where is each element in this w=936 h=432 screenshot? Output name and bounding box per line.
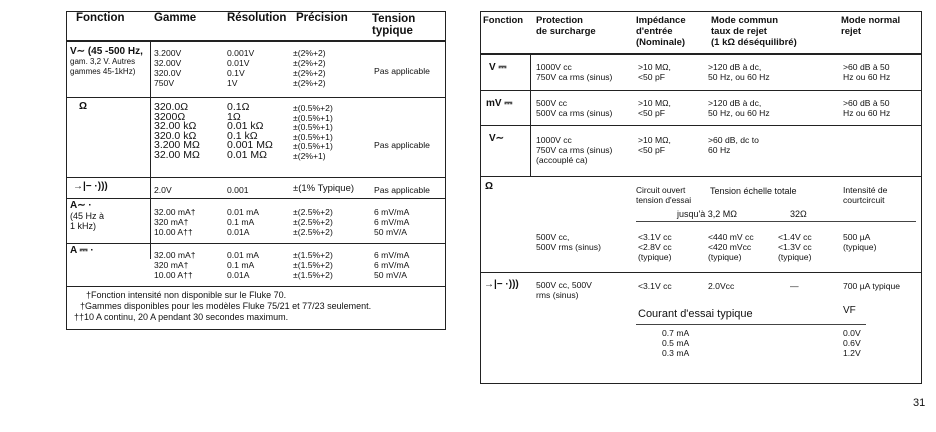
- row-adc-tension: 6 mV/mA 6 mV/mA 50 mV/A: [374, 250, 410, 280]
- row-adc-fonction: A ⎓ ·: [70, 245, 94, 256]
- diode-tension: 2.0Vcc: [708, 281, 735, 291]
- row-diode-tension: Pas applicable: [374, 185, 430, 195]
- row-vac-r-protection: 1000V cc 750V ca rms (sinus) (accouplé ca): [536, 135, 613, 165]
- diode-intensite: 700 µA typique: [843, 281, 901, 291]
- row-aac-fonction: A∼ · (45 Hz à 1 kHz): [70, 200, 105, 231]
- ohm-protection: 500V cc, 500V rms (sinus): [536, 232, 601, 252]
- col-header-resolution: Résolution: [227, 12, 287, 24]
- ohm-32: <1.4V cc <1.3V cc (typique): [778, 232, 812, 262]
- col-header-precision: Précision: [296, 12, 348, 24]
- row-vac-resolution: 0.001V 0.01V 0.1V 1V: [227, 48, 255, 88]
- row-vac-fonction: V∼ (45 -500 Hz, gam. 3,2 V. Autres gammes 45-1kHz): [70, 46, 143, 76]
- ohm-sub-32: 32Ω: [790, 209, 807, 219]
- row-ohm-precision: ±(0.5%+2) ±(0.5%+1) ±(0.5%+1) ±(0.5%+1) ±(0.5%+1) ±(2%+1): [293, 103, 333, 161]
- diode-icon: →|− ·))): [73, 181, 108, 192]
- row-vac-r-impedance: >10 MΩ, <50 pF: [638, 135, 671, 155]
- diode-circuit: <3.1V cc: [638, 281, 672, 291]
- row-adc-precision: ±(1.5%+2) ±(1.5%+2) ±(1.5%+2): [293, 250, 333, 280]
- page-number: 31: [913, 397, 926, 409]
- row-vac-r-fonction: V∼: [489, 133, 505, 144]
- ohm-intensite: 500 µA (typique): [843, 232, 877, 252]
- row-mvdc-mode-normal: >60 dB à 50 Hz ou 60 Hz: [843, 98, 891, 118]
- row-adc-gamme: 32.00 mA† 320 mA† 10.00 A††: [154, 250, 196, 280]
- ohm-circuit: <3.1V cc <2.8V cc (typique): [638, 232, 672, 262]
- ohm-sub-tension: Tension échelle totale: [710, 186, 797, 196]
- col-header-r-fonction: Fonction: [483, 15, 524, 26]
- diode-courants: 0.7 mA 0.5 mA 0.3 mA: [662, 328, 690, 358]
- row-ohm-fonction: Ω: [79, 101, 88, 112]
- row-vdc-impedance: >10 MΩ, <50 pF: [638, 62, 671, 82]
- row-diode-resolution: 0.001: [227, 185, 249, 195]
- diode-dash: —: [790, 281, 799, 291]
- ohm-jusqua: <440 mV cc <420 mVcc (typique): [708, 232, 754, 262]
- diode-vf: 0.0V 0.6V 1.2V: [843, 328, 861, 358]
- diode-vf-label: VF: [843, 305, 856, 316]
- diode-r-icon: →|− ·))): [484, 279, 519, 290]
- col-header-mode-commun: Mode commun taux de rejet (1 kΩ déséquilibré): [711, 15, 797, 48]
- ohm-sub-jusqua: jusqu'à 3,2 MΩ: [677, 209, 737, 219]
- row-vdc-mode-normal: >60 dB à 50 Hz ou 60 Hz: [843, 62, 891, 82]
- row-mvdc-fonction: mV ⎓: [486, 98, 513, 109]
- row-vac-precision: ±(2%+2) ±(2%+2) ±(2%+2) ±(2%+2): [293, 48, 326, 88]
- row-ohm-r-fonction: Ω: [485, 181, 494, 192]
- row-mvdc-mode-commun: >120 dB à dc, 50 Hz, ou 60 Hz: [708, 98, 770, 118]
- row-vac-gamme: 3.200V 32.00V 320.0V 750V: [154, 48, 182, 88]
- col-header-mode-normal: Mode normal rejet: [841, 15, 901, 37]
- row-vac-tension: Pas applicable: [374, 66, 430, 76]
- row-adc-resolution: 0.01 mA 0.1 mA 0.01A: [227, 250, 260, 280]
- ohm-sub-circuit: Circuit ouvert tension d'essai: [636, 185, 692, 205]
- footnotes: †Fonction intensité non disponible sur le Fluke 70. †Gammes disponibles pour les modèles Fluke 75/21 et 77/23 seulement. ††10 A continu, 20 A pendant 30 secondes maximum.: [74, 290, 372, 322]
- row-diode-gamme: 2.0V: [154, 185, 172, 195]
- row-vdc-mode-commun: >120 dB à dc, 50 Hz, ou 60 Hz: [708, 62, 770, 82]
- col-header-impedance: Impédance d'entrée (Nominale): [636, 15, 686, 48]
- row-aac-gamme: 32.00 mA† 320 mA† 10.00 A††: [154, 207, 196, 237]
- col-header-tension: Tension typique: [372, 13, 416, 37]
- col-header-protection: Protection de surcharge: [536, 15, 596, 37]
- row-mvdc-impedance: >10 MΩ, <50 pF: [638, 98, 671, 118]
- row-vdc-protection: 1000V cc 750V ca rms (sinus): [536, 62, 613, 82]
- ohm-sub-intensite: Intensité de courtcircuit: [843, 185, 888, 205]
- row-ohm-tension: Pas applicable: [374, 140, 430, 150]
- row-aac-precision: ±(2.5%+2) ±(2.5%+2) ±(2.5%+2): [293, 207, 333, 237]
- col-header-gamme: Gamme: [154, 12, 197, 24]
- col-header-fonction: Fonction: [76, 12, 125, 24]
- row-aac-tension: 6 mV/mA 6 mV/mA 50 mV/A: [374, 207, 410, 237]
- row-aac-resolution: 0.01 mA 0.1 mA 0.01A: [227, 207, 260, 237]
- row-vdc-fonction: V ⎓: [489, 62, 507, 73]
- diode-protection: 500V cc, 500V rms (sinus): [536, 280, 592, 300]
- row-ohm-gamme: 320.0Ω 3200Ω 32.00 kΩ 320.0 kΩ 3.200 MΩ 32.00 MΩ: [154, 101, 200, 161]
- row-vac-r-mode-commun: >60 dB, dc to 60 Hz: [708, 135, 759, 155]
- row-mvdc-protection: 500V cc 500V ca rms (sinus): [536, 98, 613, 118]
- row-ohm-resolution: 0.1Ω 1Ω 0.01 kΩ 0.1 kΩ 0.001 MΩ 0.01 MΩ: [227, 101, 273, 161]
- row-diode-precision: ±(1% Typique): [293, 183, 355, 194]
- diode-courant-label: Courant d'essai typique: [638, 308, 753, 320]
